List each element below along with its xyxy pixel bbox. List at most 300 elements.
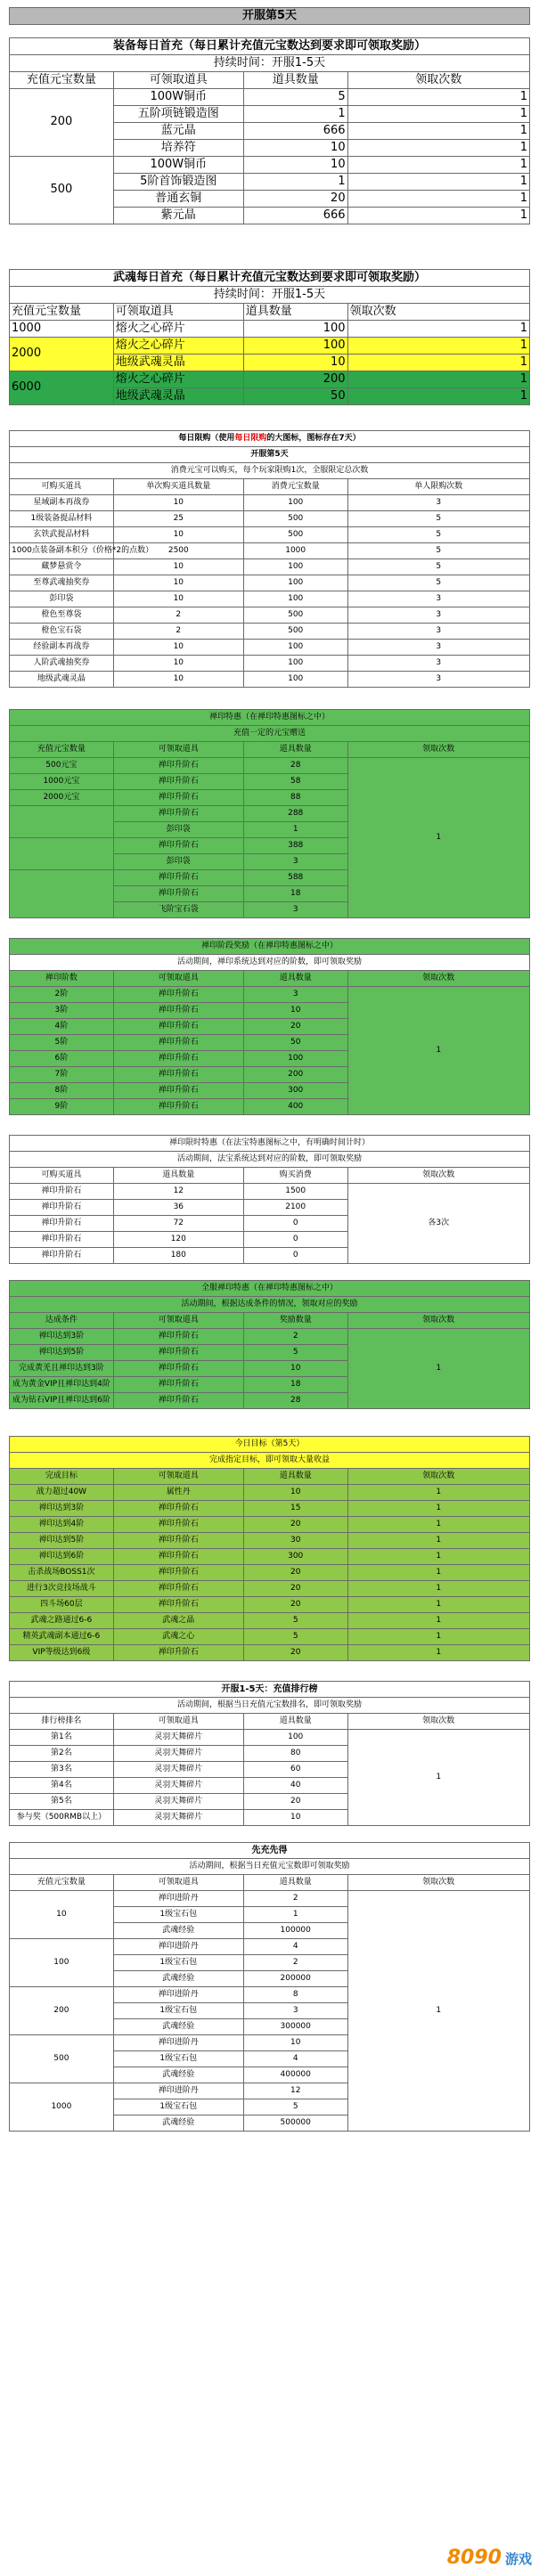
table-cell: 300: [243, 1083, 347, 1099]
table-cell: 熔火之心碎片: [113, 338, 243, 355]
table-cell: [10, 838, 114, 870]
table-cell: 100: [243, 338, 347, 355]
table-cell: 1: [347, 89, 529, 106]
table-cell: 1: [347, 1549, 529, 1565]
column-header: 充值元宝数量: [10, 1875, 114, 1891]
table-cell: 58: [243, 774, 347, 790]
table-cell: 1: [347, 1517, 529, 1533]
table-cell: 禅印达到5阶: [10, 1345, 114, 1361]
table-cell: 1: [347, 208, 529, 224]
spacer: [0, 1409, 539, 1436]
table-cell: 10: [113, 495, 243, 511]
table-cell: 1: [347, 174, 529, 191]
table-row: [10, 157, 530, 174]
table-cell: 36: [113, 1200, 243, 1216]
table-cell: 玄铁武提品材料: [10, 527, 114, 543]
table-row: [10, 1437, 530, 1453]
table-cell: 3: [347, 656, 529, 672]
table-cell: 1级装备提品材料: [10, 511, 114, 527]
table-cell: 禅印升阶石: [113, 1645, 243, 1661]
column-header: 领取次数: [347, 742, 529, 758]
column-header: 领取次数: [347, 72, 529, 89]
table-cell: 100: [243, 559, 347, 575]
section-subtitle: 活动期间，根据当日充值元宝数排名，即可领取奖励: [10, 1698, 530, 1714]
table-cell: 1500: [243, 1184, 347, 1200]
table-row: [10, 447, 530, 463]
table-row: [10, 758, 530, 774]
section-note: 消费元宝可以购买，每个玩家限购1次，全服限定总次数: [10, 463, 530, 479]
column-header: 领取次数: [347, 1875, 529, 1891]
table-cell: 地级武魂灵晶: [10, 672, 114, 688]
table-cell: 地级武魂灵晶: [113, 355, 243, 371]
column-header: 充值元宝数量: [10, 72, 114, 89]
column-header: 单次购买道具数量: [113, 479, 243, 495]
table-cell: 5: [243, 2099, 347, 2115]
column-header: 道具数量: [113, 1168, 243, 1184]
section-title: 今日目标（第5天）: [10, 1437, 530, 1453]
column-header: 达成条件: [10, 1313, 114, 1329]
table-cell: 禅印升阶石: [113, 806, 243, 822]
spacer: [0, 25, 539, 37]
table-cell: 熔火之心碎片: [113, 321, 243, 338]
table-cell: 熔火之心碎片: [113, 371, 243, 388]
table-cell: 橙色至尊袋: [10, 607, 114, 624]
table-cell: 1000: [10, 321, 114, 338]
spacer: [0, 688, 539, 709]
table-cell: 灵羽天舞碎片: [113, 1762, 243, 1778]
table-row: [10, 1549, 530, 1565]
table-cell: 禅印升阶石: [113, 1019, 243, 1035]
table-cell: 禅印升阶石: [113, 1345, 243, 1361]
column-header: 单人限购次数: [347, 479, 529, 495]
title-highlight: 每日限购: [234, 433, 267, 443]
table-row: [10, 726, 530, 742]
table-cell: 禅印进阶丹: [113, 1987, 243, 2003]
table-cell: 1: [347, 758, 529, 918]
table-cell: 1级宝石包: [113, 2003, 243, 2019]
table-cell: 5阶: [10, 1035, 114, 1051]
table-cell: 100W铜币: [113, 157, 243, 174]
table-cell: 禅印升阶石: [10, 1248, 114, 1264]
table-cell: 1: [347, 1629, 529, 1645]
table-row: [10, 624, 530, 640]
table-row: [10, 431, 530, 447]
table-cell: 属性丹: [113, 1485, 243, 1501]
table-cell: 禅印升阶石: [113, 1361, 243, 1377]
table-cell: 1000: [243, 543, 347, 559]
spacer: [0, 1115, 539, 1135]
table-row: [10, 338, 530, 355]
table-cell: 飞阶宝石袋: [113, 902, 243, 918]
column-header: 可领取道具: [113, 1469, 243, 1485]
table-row: [10, 955, 530, 971]
table-cell: 500: [243, 624, 347, 640]
table-cell: 禅印升阶石: [113, 1533, 243, 1549]
table-cell: 20: [243, 1597, 347, 1613]
section-subtitle: 活动期间，法宝系统达到对应的阶数，即可领取奖励: [10, 1152, 530, 1168]
table-cell: 500: [243, 511, 347, 527]
spacer: [0, 405, 539, 430]
table-cell: 禅印进阶丹: [113, 1891, 243, 1907]
table-row: [10, 1843, 530, 1859]
table-cell: 10: [243, 355, 347, 371]
table-cell: 武魂经验: [113, 2115, 243, 2132]
table-cell: 288: [243, 806, 347, 822]
table-cell: 72: [113, 1216, 243, 1232]
watermark-number: 8090: [446, 2547, 502, 2569]
table-cell: 1: [243, 106, 347, 123]
column-header: 道具数量: [243, 1469, 347, 1485]
table-cell: 500: [243, 607, 347, 624]
table-row: [10, 1581, 530, 1597]
table-cell: 5: [347, 511, 529, 527]
column-header: 排行榜排名: [10, 1714, 114, 1730]
table-row: [10, 1714, 530, 1730]
table-cell: 100000: [243, 1923, 347, 1939]
table-row: [10, 479, 530, 495]
table-row: [10, 1533, 530, 1549]
table-cell: 388: [243, 838, 347, 854]
table-cell: 武魂经验: [113, 2067, 243, 2083]
table-cell: 禅印达到4阶: [10, 1517, 114, 1533]
table-cell: 星域副本再战券: [10, 495, 114, 511]
table-cell: 80: [243, 1746, 347, 1762]
column-header: 领取次数: [347, 1469, 529, 1485]
table-cell: 10: [243, 1810, 347, 1826]
table-cell: 10: [243, 1485, 347, 1501]
table-cell: 28: [243, 758, 347, 774]
table-cell: 20: [243, 1581, 347, 1597]
table-cell: 3: [347, 607, 529, 624]
table-cell: 1级宝石包: [113, 1955, 243, 1971]
table-cell: 1级宝石包: [113, 2051, 243, 2067]
table-cell: 灵羽天舞碎片: [113, 1810, 243, 1826]
server-seal-table: [9, 1280, 530, 1409]
table-cell: 10: [113, 575, 243, 591]
table-row: [10, 1152, 530, 1168]
column-header: 可领取道具: [113, 742, 243, 758]
column-header: 可领取道具: [113, 1875, 243, 1891]
table-cell: 蓝元晶: [113, 123, 243, 140]
table-cell: 10: [113, 527, 243, 543]
table-cell: 10: [113, 656, 243, 672]
table-cell: 500元宝: [10, 758, 114, 774]
table-cell: 禅印升阶石: [113, 987, 243, 1003]
table-cell: 2: [113, 607, 243, 624]
table-cell: 禅印进阶丹: [113, 2083, 243, 2099]
section-title: 全服禅印特惠（在禅印特惠图标之中）: [10, 1281, 530, 1297]
table-cell: 10: [113, 591, 243, 607]
table-cell: 5: [347, 559, 529, 575]
table-cell: 禅印升阶石: [113, 1597, 243, 1613]
table-row: [10, 1730, 530, 1746]
table-row: [10, 1168, 530, 1184]
table-cell: 5: [243, 1629, 347, 1645]
column-header: 充值元宝数量: [10, 304, 114, 321]
table-cell: 1: [347, 1581, 529, 1597]
table-cell: 进行3次竞技场战斗: [10, 1581, 114, 1597]
table-cell: 3: [347, 624, 529, 640]
spacer: [0, 1661, 539, 1681]
table-cell: 50: [243, 1035, 347, 1051]
table-cell: 1: [347, 1730, 529, 1826]
table-cell: 藏梦悬赏令: [10, 559, 114, 575]
table-cell: 2: [113, 624, 243, 640]
table-cell: 武魂之心: [113, 1629, 243, 1645]
section-title: 武魂每日首充（每日累计充值元宝数达到要求即可领取奖励）: [10, 270, 530, 287]
table-row: [10, 559, 530, 575]
table-row: [10, 1875, 530, 1891]
table-row: [10, 742, 530, 758]
table-cell: 1: [347, 1485, 529, 1501]
table-cell: 18: [243, 886, 347, 902]
table-cell: 3: [347, 672, 529, 688]
table-cell: 禅印达到5阶: [10, 1533, 114, 1549]
table-cell: 25: [113, 511, 243, 527]
table-cell: 1000: [10, 2083, 114, 2132]
table-cell: 各3次: [347, 1184, 529, 1264]
column-header: 充值元宝数量: [10, 742, 114, 758]
table-row: [10, 1184, 530, 1200]
table-cell: 200: [243, 371, 347, 388]
table-row: [10, 939, 530, 955]
table-row: [10, 287, 530, 304]
daily-limited-table: [9, 430, 530, 688]
column-header: 领取次数: [347, 1168, 529, 1184]
table-cell: 10: [243, 140, 347, 157]
section-title: 装备每日首充（每日累计充值元宝数达到要求即可领取奖励）: [10, 38, 530, 55]
table-row: [10, 1501, 530, 1517]
table-row: [10, 55, 530, 72]
column-header: 可购买道具: [10, 479, 114, 495]
table-cell: 7阶: [10, 1067, 114, 1083]
spacer: [0, 918, 539, 938]
table-cell: 彭印袋: [113, 854, 243, 870]
column-header: 完成目标: [10, 1469, 114, 1485]
table-cell: 3: [243, 902, 347, 918]
table-cell: 武魂之路通过6-6: [10, 1613, 114, 1629]
watermark-text: 游戏: [504, 2551, 532, 2567]
table-cell: 禅印进阶丹: [113, 2035, 243, 2051]
table-cell: 精英武魂副本通过6-6: [10, 1629, 114, 1645]
section-subtitle: 活动期间，根据当日充值元宝数即可领取奖励: [10, 1859, 530, 1875]
table-cell: 2: [243, 1329, 347, 1345]
table-cell: 禅印升阶石: [113, 1035, 243, 1051]
table-cell: 10: [243, 2035, 347, 2051]
table-cell: 禅印升阶石: [113, 886, 243, 902]
table-cell: 地级武魂灵晶: [113, 388, 243, 405]
table-row: [10, 543, 530, 559]
table-cell: 经验副本再战券: [10, 640, 114, 656]
table-cell: 30: [243, 1533, 347, 1549]
first-come-table: [9, 1842, 530, 2132]
table-cell: 禅印升阶石: [113, 790, 243, 806]
column-header: 可领取道具: [113, 971, 243, 987]
table-cell: 四斗场60层: [10, 1597, 114, 1613]
table-row: [10, 89, 530, 106]
table-cell: 300: [243, 1549, 347, 1565]
table-cell: 10: [10, 1891, 114, 1939]
table-cell: 4: [243, 1939, 347, 1955]
table-cell: 5: [347, 575, 529, 591]
table-cell: 禅印达到3阶: [10, 1501, 114, 1517]
table-cell: 5: [347, 527, 529, 543]
table-cell: 人阶武魂抽奖券: [10, 656, 114, 672]
table-row: [10, 1613, 530, 1629]
table-cell: 至尊武魂抽奖券: [10, 575, 114, 591]
table-cell: 20: [243, 1019, 347, 1035]
table-cell: 3: [347, 640, 529, 656]
table-cell: 100: [243, 1051, 347, 1067]
table-cell: 1: [347, 1329, 529, 1409]
table-cell: 3阶: [10, 1003, 114, 1019]
seal-timed-table: [9, 1135, 530, 1264]
table-cell: 禅印升阶石: [113, 870, 243, 886]
table-cell: 武魂之晶: [113, 1613, 243, 1629]
table-cell: 666: [243, 123, 347, 140]
table-cell: 100: [243, 495, 347, 511]
table-cell: 100: [243, 656, 347, 672]
table-cell: 第4名: [10, 1778, 114, 1794]
table-cell: [10, 806, 114, 838]
table-cell: 100: [243, 672, 347, 688]
table-cell: 120: [113, 1232, 243, 1248]
section-title: 开服1-5天：充值排行榜: [10, 1682, 530, 1698]
table-cell: 1: [347, 987, 529, 1115]
table-cell: 成为钻石VIP且禅印达到6阶: [10, 1393, 114, 1409]
column-header: 禅印阶数: [10, 971, 114, 987]
table-cell: 6阶: [10, 1051, 114, 1067]
table-cell: 禅印升阶石: [113, 1393, 243, 1409]
spirit-first-charge-table: [9, 269, 530, 405]
table-cell: 12: [243, 2083, 347, 2099]
section-title: 禅印限时特惠（在法宝特惠图标之中，有明确时间计时）: [10, 1136, 530, 1152]
column-header: 道具数量: [243, 72, 347, 89]
table-cell: 12: [113, 1184, 243, 1200]
table-row: [10, 270, 530, 287]
table-cell: 4阶: [10, 1019, 114, 1035]
table-row: [10, 1469, 530, 1485]
table-row: [10, 371, 530, 388]
table-row: [10, 1136, 530, 1152]
table-cell: 禅印升阶石: [113, 1501, 243, 1517]
table-cell: 200: [10, 1987, 114, 2035]
table-cell: 100: [243, 1730, 347, 1746]
table-row: [10, 1859, 530, 1875]
table-cell: 禅印升阶石: [113, 1003, 243, 1019]
table-cell: [10, 870, 114, 918]
table-row: [10, 971, 530, 987]
table-cell: 100: [10, 1939, 114, 1987]
seal-offer-table: [9, 709, 530, 918]
table-cell: 500: [243, 527, 347, 543]
table-cell: 300000: [243, 2019, 347, 2035]
table-row: [10, 1645, 530, 1661]
table-row: [10, 591, 530, 607]
table-cell: 禅印达到3阶: [10, 1329, 114, 1345]
table-cell: 20: [243, 1645, 347, 1661]
table-cell: 10: [113, 640, 243, 656]
spacer: [0, 0, 539, 7]
table-row: [10, 607, 530, 624]
table-cell: 禅印升阶石: [113, 774, 243, 790]
table-cell: 9阶: [10, 1099, 114, 1115]
table-cell: 5: [347, 543, 529, 559]
table-cell: 1: [347, 106, 529, 123]
section-subtitle: 活动期间，禅印系统达到对应的阶数，即可领取奖励: [10, 955, 530, 971]
table-cell: 400: [243, 1099, 347, 1115]
table-cell: 1: [243, 1907, 347, 1923]
table-cell: 1: [347, 191, 529, 208]
table-row: [10, 1565, 530, 1581]
table-row: [10, 1329, 530, 1345]
table-row: [10, 1485, 530, 1501]
recharge-rank-table: [9, 1681, 530, 1826]
table-cell: 1: [347, 388, 529, 405]
section-duration: 持续时间：开服1-5天: [10, 55, 530, 72]
column-header: 消费元宝数量: [243, 479, 347, 495]
table-cell: 1: [347, 1613, 529, 1629]
table-cell: 五阶项链锻造图: [113, 106, 243, 123]
section-subtitle: 完成指定目标，即可领取大量收益: [10, 1453, 530, 1469]
table-cell: 200000: [243, 1971, 347, 1987]
table-cell: 参与奖（500RMB以上）: [10, 1810, 114, 1826]
table-cell: 1: [347, 1565, 529, 1581]
table-cell: 禅印升阶石: [113, 1517, 243, 1533]
table-row: [10, 640, 530, 656]
table-cell: 15: [243, 1501, 347, 1517]
table-cell: 禅印升阶石: [10, 1216, 114, 1232]
table-cell: 1: [243, 822, 347, 838]
table-row: [10, 304, 530, 321]
table-cell: 完成黄羌且禅印达到3阶: [10, 1361, 114, 1377]
column-header: 道具数量: [243, 742, 347, 758]
table-row: [10, 511, 530, 527]
table-cell: 0: [243, 1216, 347, 1232]
table-cell: VIP等级达到6级: [10, 1645, 114, 1661]
table-row: [10, 1698, 530, 1714]
table-cell: 4: [243, 2051, 347, 2067]
header-row: [10, 8, 530, 25]
table-row: [10, 1453, 530, 1469]
column-header: 可领取道具: [113, 72, 243, 89]
table-cell: 180: [113, 1248, 243, 1264]
table-cell: 禅印升阶石: [113, 838, 243, 854]
table-cell: 588: [243, 870, 347, 886]
table-cell: 3: [243, 2003, 347, 2019]
table-cell: 禅印升阶石: [113, 1083, 243, 1099]
table-cell: 普通玄铜: [113, 191, 243, 208]
section-title: 先充先得: [10, 1843, 530, 1859]
header-table: [9, 7, 530, 25]
column-header: 可领取道具: [113, 304, 243, 321]
table-cell: 0: [243, 1248, 347, 1264]
table-row: [10, 1297, 530, 1313]
table-cell: 1: [347, 338, 529, 355]
spacer: [0, 1264, 539, 1280]
table-cell: 彭印袋: [113, 822, 243, 838]
table-cell: 1: [347, 371, 529, 388]
table-cell: 5阶首饰锻造图: [113, 174, 243, 191]
table-cell: 1000元宝: [10, 774, 114, 790]
table-row: [10, 495, 530, 511]
table-cell: 100: [243, 321, 347, 338]
column-header: 道具数量: [243, 971, 347, 987]
site-watermark: [447, 2547, 532, 2569]
table-row: [10, 575, 530, 591]
table-cell: 禅印升阶石: [113, 1549, 243, 1565]
table-cell: 1: [347, 140, 529, 157]
